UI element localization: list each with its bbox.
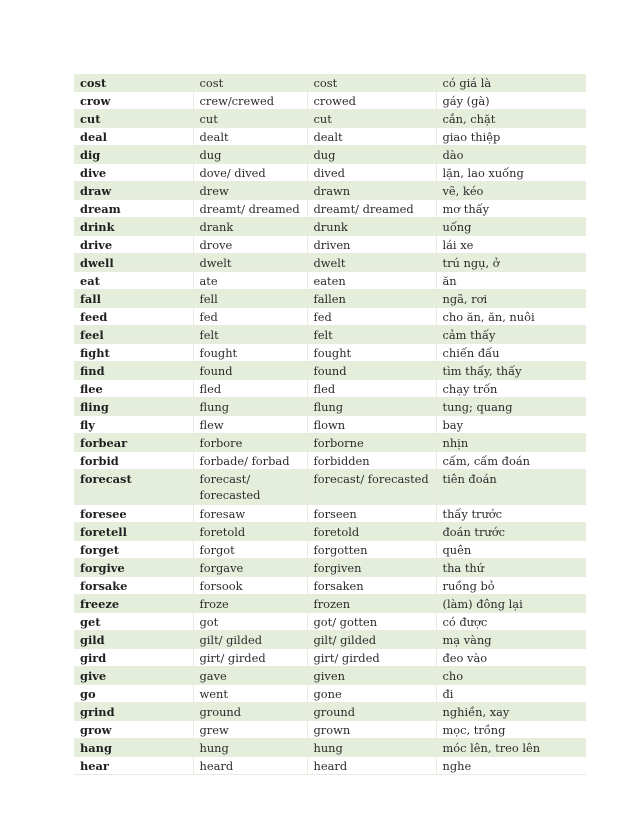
- verb-meaning-cell: mơ thấy: [436, 200, 586, 218]
- table-row: [74, 757, 586, 775]
- verb-base-cell: hang: [74, 739, 193, 757]
- verb-participle-cell: dug: [307, 146, 436, 164]
- verb-base-cell: cut: [74, 110, 193, 128]
- verb-participle-cell: girt/ girded: [307, 649, 436, 667]
- verb-meaning-cell: (làm) đông lại: [436, 595, 586, 613]
- table-row: [74, 272, 586, 290]
- verb-base-cell: forgive: [74, 559, 193, 577]
- verb-base-cell: fling: [74, 398, 193, 416]
- verb-base-cell: dig: [74, 146, 193, 164]
- verb-participle-cell: forsaken: [307, 577, 436, 595]
- table-row: [74, 344, 586, 362]
- verb-participle-cell: got/ gotten: [307, 613, 436, 631]
- verb-past-cell: drank: [193, 218, 307, 236]
- verb-base-cell: gild: [74, 631, 193, 649]
- verb-past-cell: gave: [193, 667, 307, 685]
- verb-past-cell: flew: [193, 416, 307, 434]
- verb-past-cell: foretold: [193, 523, 307, 541]
- verb-meaning-cell: trú ngụ, ở: [436, 254, 586, 272]
- verb-past-cell: girt/ girded: [193, 649, 307, 667]
- verb-base-cell: eat: [74, 272, 193, 290]
- verb-past-cell: felt: [193, 326, 307, 344]
- verb-base-cell: forbear: [74, 434, 193, 452]
- verb-base-cell: draw: [74, 182, 193, 200]
- verb-participle-cell: flung: [307, 398, 436, 416]
- verb-base-cell: find: [74, 362, 193, 380]
- verb-past-cell: cost: [193, 74, 307, 92]
- verb-base-cell: flee: [74, 380, 193, 398]
- table-row: [74, 595, 586, 613]
- verb-participle-cell: forbidden: [307, 452, 436, 470]
- verb-base-cell: drive: [74, 236, 193, 254]
- verb-past-cell: dreamt/ dreamed: [193, 200, 307, 218]
- table-row: [74, 74, 586, 92]
- verb-meaning-cell: nghe: [436, 757, 586, 775]
- table-row: [74, 416, 586, 434]
- verb-meaning-cell: quên: [436, 541, 586, 559]
- verb-past-cell: foresaw: [193, 505, 307, 523]
- verb-base-cell: gird: [74, 649, 193, 667]
- verb-participle-cell: foretold: [307, 523, 436, 541]
- verb-participle-cell: felt: [307, 326, 436, 344]
- verb-base-cell: forbid: [74, 452, 193, 470]
- verb-meaning-cell: đoán trước: [436, 523, 586, 541]
- table-row: [74, 577, 586, 595]
- verb-participle-cell: crowed: [307, 92, 436, 110]
- table-row: [74, 721, 586, 739]
- verb-participle-cell: found: [307, 362, 436, 380]
- verb-base-cell: feed: [74, 308, 193, 326]
- verb-meaning-cell: chiến đấu: [436, 344, 586, 362]
- verb-past-cell: went: [193, 685, 307, 703]
- verb-base-cell: fly: [74, 416, 193, 434]
- verb-participle-cell: dreamt/ dreamed: [307, 200, 436, 218]
- verb-base-cell: dive: [74, 164, 193, 182]
- verb-past-cell: dove/ dived: [193, 164, 307, 182]
- verb-meaning-cell: mọc, trồng: [436, 721, 586, 739]
- table-row: [74, 146, 586, 164]
- table-row: [74, 128, 586, 146]
- table-body: [74, 74, 586, 775]
- table-row: [74, 649, 586, 667]
- verb-meaning-cell: có giá là: [436, 74, 586, 92]
- verb-meaning-cell: chạy trốn: [436, 380, 586, 398]
- verb-meaning-cell: đeo vào: [436, 649, 586, 667]
- verb-participle-cell: given: [307, 667, 436, 685]
- table-row: [74, 452, 586, 470]
- verb-meaning-cell: cho: [436, 667, 586, 685]
- verb-past-cell: fought: [193, 344, 307, 362]
- verb-participle-cell: fallen: [307, 290, 436, 308]
- verb-past-cell: forbore: [193, 434, 307, 452]
- table-row: [74, 308, 586, 326]
- verb-participle-cell: driven: [307, 236, 436, 254]
- verb-past-cell: found: [193, 362, 307, 380]
- verb-participle-cell: dealt: [307, 128, 436, 146]
- table-row: [74, 739, 586, 757]
- verb-past-cell: heard: [193, 757, 307, 775]
- table-row: [74, 110, 586, 128]
- verb-past-cell: cut: [193, 110, 307, 128]
- verb-meaning-cell: gáy (gà): [436, 92, 586, 110]
- verb-participle-cell: dwelt: [307, 254, 436, 272]
- table-row: [74, 92, 586, 110]
- verb-participle-cell: fought: [307, 344, 436, 362]
- verb-participle-cell: fed: [307, 308, 436, 326]
- verb-past-cell: ate: [193, 272, 307, 290]
- verb-past-cell: drove: [193, 236, 307, 254]
- verb-meaning-cell: có được: [436, 613, 586, 631]
- table-row: [74, 362, 586, 380]
- verb-meaning-cell: lái xe: [436, 236, 586, 254]
- verb-participle-cell: grown: [307, 721, 436, 739]
- verb-meaning-cell: ruồng bỏ: [436, 577, 586, 595]
- verb-meaning-cell: thấy trước: [436, 505, 586, 523]
- verb-participle-cell: forecast/ forecasted: [307, 470, 436, 505]
- verb-meaning-cell: cảm thấy: [436, 326, 586, 344]
- verb-base-cell: dream: [74, 200, 193, 218]
- verb-meaning-cell: bay: [436, 416, 586, 434]
- verb-base-cell: hear: [74, 757, 193, 775]
- verb-past-cell: hung: [193, 739, 307, 757]
- verb-base-cell: forget: [74, 541, 193, 559]
- verb-meaning-cell: cấm, cấm đoán: [436, 452, 586, 470]
- verb-participle-cell: drunk: [307, 218, 436, 236]
- verb-base-cell: cost: [74, 74, 193, 92]
- verb-past-cell: dealt: [193, 128, 307, 146]
- verb-past-cell: fed: [193, 308, 307, 326]
- verb-participle-cell: cost: [307, 74, 436, 92]
- verb-past-cell: forgot: [193, 541, 307, 559]
- verb-participle-cell: flown: [307, 416, 436, 434]
- verb-participle-cell: dived: [307, 164, 436, 182]
- verb-past-cell: forsook: [193, 577, 307, 595]
- verb-past-cell: grew: [193, 721, 307, 739]
- verb-base-cell: dwell: [74, 254, 193, 272]
- verb-meaning-cell: giao thiệp: [436, 128, 586, 146]
- verb-meaning-cell: ngã, rơi: [436, 290, 586, 308]
- table-row: [74, 541, 586, 559]
- verb-base-cell: forecast: [74, 470, 193, 505]
- verb-past-cell: ground: [193, 703, 307, 721]
- verb-meaning-cell: ăn: [436, 272, 586, 290]
- verb-participle-cell: gone: [307, 685, 436, 703]
- verb-past-cell: dwelt: [193, 254, 307, 272]
- table-row: [74, 613, 586, 631]
- verb-past-cell: flung: [193, 398, 307, 416]
- verb-past-cell: crew/crewed: [193, 92, 307, 110]
- verb-base-cell: fight: [74, 344, 193, 362]
- verb-meaning-cell: uống: [436, 218, 586, 236]
- verb-participle-cell: hung: [307, 739, 436, 757]
- verb-base-cell: drink: [74, 218, 193, 236]
- verb-meaning-cell: cho ăn, ăn, nuôi: [436, 308, 586, 326]
- verb-base-cell: grind: [74, 703, 193, 721]
- table-row: [74, 164, 586, 182]
- verb-participle-cell: heard: [307, 757, 436, 775]
- verb-past-cell: fled: [193, 380, 307, 398]
- verb-participle-cell: ground: [307, 703, 436, 721]
- verb-base-cell: go: [74, 685, 193, 703]
- table-row: [74, 505, 586, 523]
- verb-base-cell: grow: [74, 721, 193, 739]
- verb-meaning-cell: tung; quang: [436, 398, 586, 416]
- verb-participle-cell: forseen: [307, 505, 436, 523]
- verb-past-cell: got: [193, 613, 307, 631]
- table-row: [74, 685, 586, 703]
- verb-meaning-cell: dào: [436, 146, 586, 164]
- table-row: [74, 559, 586, 577]
- verb-meaning-cell: tìm thấy, thấy: [436, 362, 586, 380]
- table-row: [74, 254, 586, 272]
- verb-past-cell: forecast/ forecasted: [193, 470, 307, 505]
- table-row: [74, 470, 586, 505]
- verb-participle-cell: eaten: [307, 272, 436, 290]
- table-row: [74, 218, 586, 236]
- verb-participle-cell: forgiven: [307, 559, 436, 577]
- verb-participle-cell: frozen: [307, 595, 436, 613]
- verb-meaning-cell: vẽ, kéo: [436, 182, 586, 200]
- verb-meaning-cell: nhịn: [436, 434, 586, 452]
- table-row: [74, 631, 586, 649]
- table-row: [74, 667, 586, 685]
- verb-participle-cell: forgotten: [307, 541, 436, 559]
- verb-meaning-cell: tiên đoán: [436, 470, 586, 505]
- table-row: [74, 236, 586, 254]
- table-row: [74, 703, 586, 721]
- verb-participle-cell: gilt/ gilded: [307, 631, 436, 649]
- verb-base-cell: foretell: [74, 523, 193, 541]
- verb-meaning-cell: mạ vàng: [436, 631, 586, 649]
- irregular-verbs-table: [74, 74, 586, 775]
- verb-past-cell: fell: [193, 290, 307, 308]
- verb-past-cell: dug: [193, 146, 307, 164]
- document-page: [74, 74, 586, 775]
- verb-meaning-cell: đi: [436, 685, 586, 703]
- verb-meaning-cell: nghiền, xay: [436, 703, 586, 721]
- verb-base-cell: foresee: [74, 505, 193, 523]
- verb-participle-cell: drawn: [307, 182, 436, 200]
- verb-meaning-cell: móc lên, treo lên: [436, 739, 586, 757]
- table-row: [74, 434, 586, 452]
- table-row: [74, 182, 586, 200]
- verb-base-cell: freeze: [74, 595, 193, 613]
- table-row: [74, 380, 586, 398]
- verb-meaning-cell: tha thứ: [436, 559, 586, 577]
- table-row: [74, 523, 586, 541]
- table-row: [74, 290, 586, 308]
- verb-base-cell: crow: [74, 92, 193, 110]
- verb-base-cell: forsake: [74, 577, 193, 595]
- verb-participle-cell: fled: [307, 380, 436, 398]
- verb-base-cell: give: [74, 667, 193, 685]
- table-row: [74, 200, 586, 218]
- verb-past-cell: forbade/ forbad: [193, 452, 307, 470]
- verb-meaning-cell: lặn, lao xuống: [436, 164, 586, 182]
- verb-base-cell: fall: [74, 290, 193, 308]
- verb-past-cell: forgave: [193, 559, 307, 577]
- verb-meaning-cell: cắn, chặt: [436, 110, 586, 128]
- verb-participle-cell: forborne: [307, 434, 436, 452]
- verb-participle-cell: cut: [307, 110, 436, 128]
- verb-past-cell: drew: [193, 182, 307, 200]
- verb-base-cell: deal: [74, 128, 193, 146]
- verb-base-cell: get: [74, 613, 193, 631]
- table-row: [74, 398, 586, 416]
- verb-past-cell: froze: [193, 595, 307, 613]
- table-row: [74, 326, 586, 344]
- verb-base-cell: feel: [74, 326, 193, 344]
- verb-past-cell: gilt/ gilded: [193, 631, 307, 649]
